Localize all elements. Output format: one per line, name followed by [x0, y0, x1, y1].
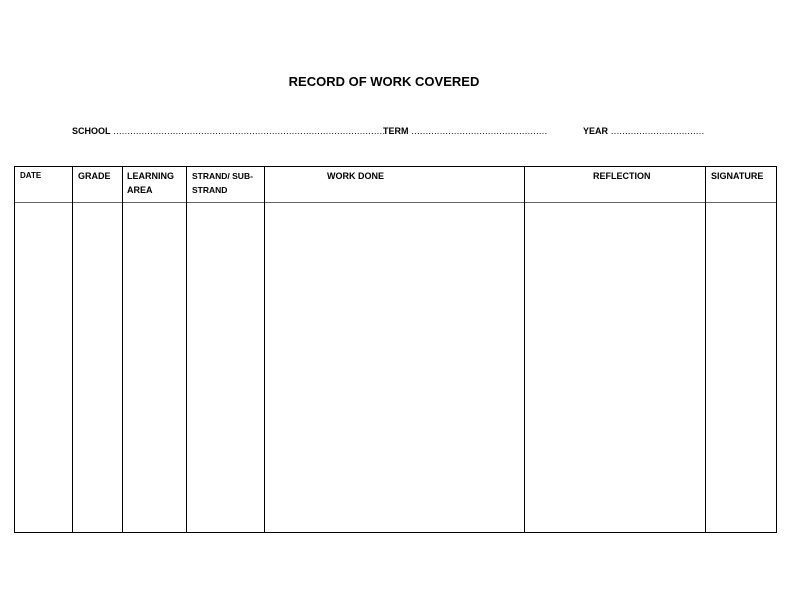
year-field[interactable]	[583, 126, 704, 136]
strand-cell[interactable]	[187, 204, 264, 532]
year-blank[interactable]: ……………………………	[610, 126, 705, 136]
header-learning-area: LEARNING AREA	[127, 171, 174, 195]
work-done-cell[interactable]	[265, 204, 524, 532]
page-title: RECORD OF WORK COVERED	[288, 74, 480, 89]
year-label: YEAR	[583, 126, 609, 136]
grade-cell[interactable]	[73, 204, 122, 532]
header-grade: GRADE	[78, 171, 111, 181]
school-blank[interactable]: ……………………………………………………………………………………	[112, 126, 385, 136]
signature-cell[interactable]	[706, 204, 776, 532]
school-label: SCHOOL	[72, 126, 111, 136]
school-field[interactable]	[72, 126, 385, 136]
header-divider	[15, 202, 776, 203]
date-cell[interactable]	[16, 204, 72, 532]
learning-area-cell[interactable]	[123, 204, 186, 532]
term-label: TERM	[383, 126, 409, 136]
header-work-done: WORK DONE	[327, 171, 384, 181]
term-field[interactable]	[383, 126, 547, 136]
term-blank[interactable]: …………………………………………	[411, 126, 548, 136]
reflection-cell[interactable]	[525, 204, 705, 532]
header-date: DATE	[20, 171, 42, 180]
header-reflection: REFLECTION	[593, 171, 651, 181]
record-table	[14, 166, 777, 533]
header-signature: SIGNATURE	[711, 171, 764, 181]
header-strand: STRAND/ SUB-STRAND	[192, 171, 253, 195]
